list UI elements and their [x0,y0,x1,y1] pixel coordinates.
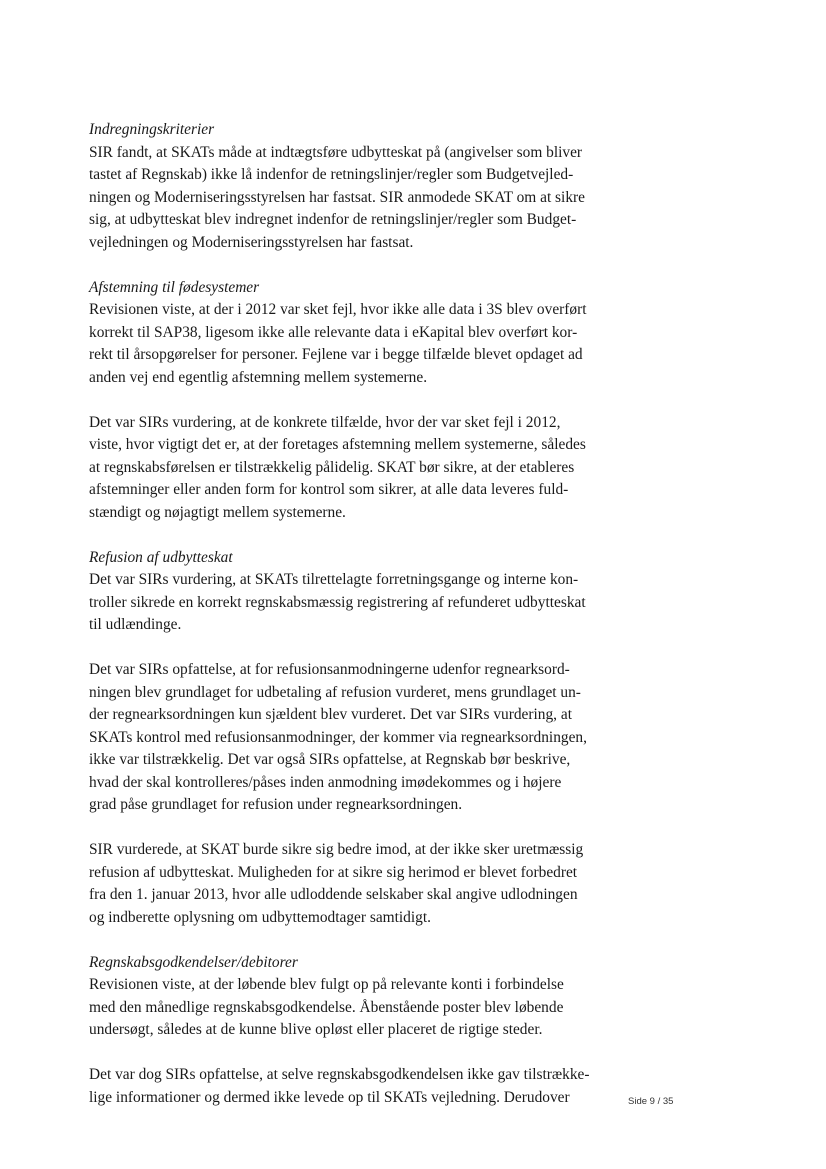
text-line: vejledningen og Moderniseringsstyrelsen har fastsat. [89,233,414,251]
text-line: Revisionen viste, at der løbende blev fulgt op på relevante konti i forbindelse [89,976,564,993]
text-line: viste, hvor vigtigt det er, at der foretages afstemning mellem systemerne, således [89,436,586,453]
text-line: Det var SIRs vurdering, at SKATs tilrettelagte forretningsgange og interne kon- [89,571,579,588]
section-heading: Regnskabsgodkendelser/debitorer [89,953,298,971]
document-page [89,119,619,1109]
text-line: refusion af udbytteskat. Muligheden for at sikre sig herimod er blevet forbedret [89,863,578,881]
section-heading: Afstemning til fødesystemer [89,278,260,296]
paragraph [89,974,619,1042]
text-line: Revisionen viste, at der i 2012 var sket fejl, hvor ikke alle data i 3S blev overført [89,301,587,318]
text-line: sig, at udbytteskat blev indregnet indenfor de retningslinjer/regler som Budget- [89,211,577,228]
text-line: Det var SIRs opfattelse, at for refusionsanmodningerne udenfor regnearksord- [89,661,570,678]
text-line: fra den 1. januar 2013, hvor alle udloddende selskaber skal angive udlodningen [89,886,578,903]
text-line: Det var SIRs vurdering, at de konkrete tilfælde, hvor der var sket fejl i 2012, [89,413,561,431]
text-line: til udlændinge. [89,616,182,633]
paragraph [89,142,619,255]
text-line: rekt til årsopgørelser for personer. Fejlene var i begge tilfælde blevet opdaget ad [89,346,583,363]
paragraph [89,659,619,817]
section-indregningskriterier [89,119,619,254]
paragraph [89,839,619,929]
text-line: undersøgt, således at de kunne blive opløst eller placeret de rigtige steder. [89,1021,543,1038]
page-number: Side 9 / 35 [628,1096,674,1107]
text-line: SIR fandt, at SKATs måde at indtægtsføre udbytteskat på (angivelser som bliver [89,143,583,161]
paragraph [89,299,619,389]
text-line: at regnskabsførelsen er tilstrækkelig pålidelig. SKAT bør sikre, at der etableres [89,458,575,476]
text-line: hvad der skal kontrolleres/påses inden anmodning imødekommes og i højere [89,773,562,791]
text-line: afstemninger eller anden form for kontrol som sikrer, at alle data leveres fuld- [89,481,569,498]
section-afstemning [89,277,619,525]
paragraph [89,412,619,525]
section-heading: Refusion af udbytteskat [89,548,233,566]
text-line: Det var dog SIRs opfattelse, at selve regnskabsgodkendelsen ikke gav tilstrække- [89,1066,590,1083]
text-line: anden vej end egentlig afstemning mellem systemerne. [89,368,428,386]
paragraph [89,569,619,637]
text-line: ikke var tilstrækkelig. Det var også SIRs opfattelse, at Regnskab bør beskrive, [89,751,571,768]
text-line: stændigt og nøjagtigt mellem systemerne. [89,503,346,521]
text-line: grad påse grundlaget for refusion under regnearksordningen. [89,796,463,813]
text-line: ningen og Moderniseringsstyrelsen har fastsat. SIR anmodede SKAT om at sikre [89,188,585,206]
text-line: tastet af Regnskab) ikke lå indenfor de retningslinjer/regler som Budgetvejled- [89,166,574,183]
text-line: troller sikrede en korrekt regnskabsmæssig registrering af refunderet udbytteskat [89,593,586,611]
text-line: SIR vurderede, at SKAT burde sikre sig bedre imod, at der ikke sker uretmæssig [89,841,584,858]
text-line: der regnearksordningen kun sjældent blev vurderet. Det var SIRs vurdering, at [89,706,572,723]
text-line: med den månedlige regnskabsgodkendelse. Åbenstående poster blev løbende [89,998,564,1016]
text-line: lige informationer og dermed ikke levede op til SKATs vejledning. Derudover [89,1088,570,1106]
text-line: korrekt til SAP38, ligesom ikke alle relevante data i eKapital blev overført kor- [89,323,578,341]
section-regnskabsgodkendelser [89,952,619,1110]
paragraph [89,1064,619,1109]
text-line: SKATs kontrol med refusionsanmodninger, der kommer via regnearksordningen, [89,728,587,746]
section-heading: Indregningskriterier [89,121,215,138]
text-line: og indberette oplysning om udbyttemodtager samtidigt. [89,908,431,926]
text-line: ningen blev grundlaget for udbetaling af refusion vurderet, mens grundlaget un- [89,683,581,701]
section-refusion [89,547,619,930]
